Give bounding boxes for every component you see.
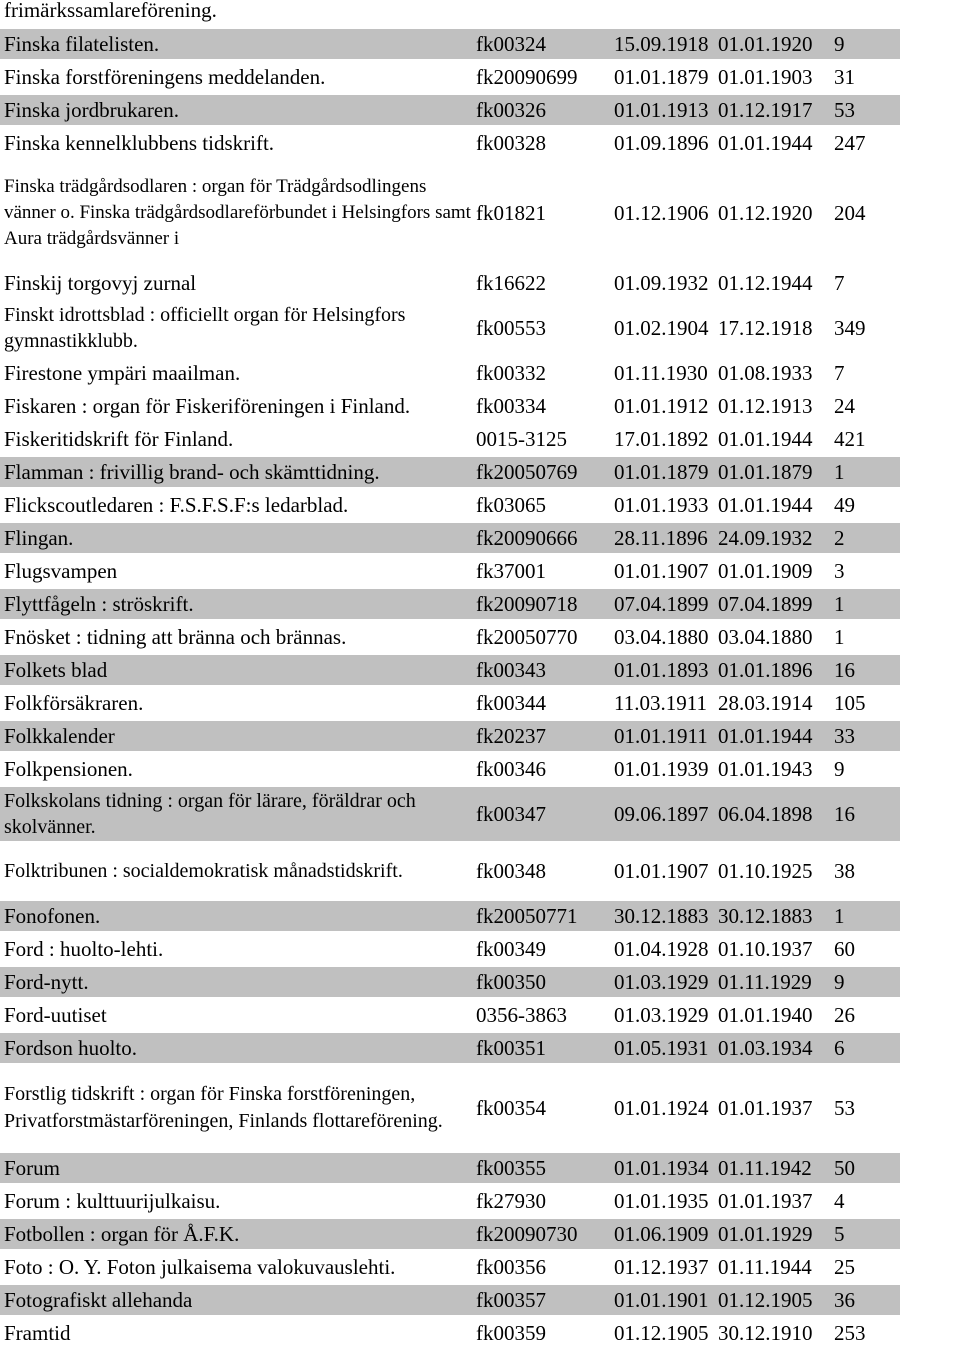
start-date: 07.04.1899: [610, 589, 714, 619]
catalog-code: fk20090699: [476, 65, 578, 89]
table-row: [0, 1066, 900, 1150]
periodical-title: Finskij torgovyj zurnal: [4, 271, 197, 295]
issue-count: 9: [834, 757, 845, 781]
issue-count: 9: [830, 967, 900, 997]
issue-count: 26: [834, 1003, 855, 1027]
table-row: [0, 901, 900, 931]
table-row: [0, 29, 900, 59]
catalog-code: fk20090718: [472, 589, 610, 619]
issue-count: 3: [834, 559, 845, 583]
issue-count: 53: [834, 1095, 855, 1120]
start-date: 01.06.1909: [610, 1219, 714, 1249]
catalog-code: fk03065: [476, 493, 546, 517]
end-date: 01.11.1929: [714, 967, 830, 997]
start-date: 01.01.1924: [614, 1095, 709, 1120]
periodical-title: Fiskeritidskrift för Finland.: [4, 427, 234, 451]
end-date: 01.10.1937: [718, 937, 813, 961]
catalog-code: fk01821: [476, 200, 546, 225]
table-row: [0, 424, 900, 454]
start-date: 01.05.1931: [610, 1033, 714, 1063]
issue-count: 6: [830, 1033, 900, 1063]
periodicals-table-body: [0, 29, 900, 1348]
table-row: [0, 1153, 900, 1183]
periodical-title: Flingan.: [0, 523, 472, 553]
start-date: 01.12.1906: [614, 200, 709, 225]
end-date: 30.12.1910: [718, 1321, 813, 1345]
start-date: 01.01.1935: [614, 1189, 709, 1213]
end-date: 01.01.1920: [714, 29, 830, 59]
end-date: 06.04.1898: [714, 787, 830, 841]
periodical-title: Ford-nytt.: [0, 967, 472, 997]
catalog-code: 0356-3863: [476, 1003, 567, 1027]
catalog-code: fk16622: [476, 271, 546, 295]
table-row: [0, 161, 900, 265]
catalog-code: fk00359: [476, 1321, 546, 1345]
table-row: [0, 787, 900, 841]
end-date: 03.04.1880: [718, 625, 813, 649]
periodical-title: Finska jordbrukaren.: [0, 95, 472, 125]
catalog-code: fk00348: [476, 858, 546, 883]
periodical-title: Flugsvampen: [4, 559, 118, 583]
start-date: 30.12.1883: [610, 901, 714, 931]
continued-title-fragment: frimärkssamlareförening.: [4, 0, 217, 22]
catalog-code: fk20050770: [476, 625, 578, 649]
table-row: [0, 622, 900, 652]
start-date: 01.04.1928: [614, 937, 709, 961]
end-date: 24.09.1932: [714, 523, 830, 553]
table-row: [0, 457, 900, 487]
start-date: 01.03.1929: [610, 967, 714, 997]
periodical-title: Finska kennelklubbens tidskrift.: [4, 131, 275, 155]
periodical-title: Folktribunen : socialdemokratisk månadstidskrift.: [4, 860, 403, 882]
catalog-code: fk00351: [472, 1033, 610, 1063]
issue-count: 7: [834, 271, 845, 295]
periodical-title: Flyttfågeln : ströskrift.: [0, 589, 472, 619]
table-row: [0, 391, 900, 421]
issue-count: 2: [830, 523, 900, 553]
end-date: 01.01.1944: [718, 493, 813, 517]
start-date: 01.09.1932: [614, 271, 709, 295]
periodical-title: Folkpensionen.: [4, 757, 133, 781]
issue-count: 204: [834, 200, 866, 225]
start-date: 01.03.1929: [614, 1003, 709, 1027]
issue-count: 247: [834, 131, 866, 155]
start-date: 01.01.1879: [614, 65, 709, 89]
table-row: [0, 1318, 900, 1348]
start-date: 01.02.1904: [614, 315, 709, 340]
start-date: 01.01.1913: [610, 95, 714, 125]
issue-count: 16: [830, 655, 900, 685]
catalog-code: fk00343: [472, 655, 610, 685]
start-date: 01.01.1939: [614, 757, 709, 781]
table-row: [0, 62, 900, 92]
periodical-title: Forstlig tidskrift : organ för Finska forstföreningen, Privatforstmästarföreningen, Finlands flottareförening.: [4, 1083, 443, 1132]
start-date: 01.01.1907: [614, 559, 709, 583]
periodical-title: Forum : kulttuurijulkaisu.: [4, 1189, 221, 1213]
end-date: 01.12.1905: [714, 1285, 830, 1315]
table-row: [0, 1000, 900, 1030]
catalog-code: fk00328: [476, 131, 546, 155]
end-date: 07.04.1899: [714, 589, 830, 619]
issue-count: 60: [834, 937, 855, 961]
issue-count: 36: [830, 1285, 900, 1315]
start-date: 01.01.1933: [614, 493, 709, 517]
catalog-code: fk20050771: [472, 901, 610, 931]
start-date: 11.03.1911: [614, 691, 707, 715]
table-row: [0, 301, 900, 355]
catalog-code: fk00344: [476, 691, 546, 715]
start-date: 09.06.1897: [610, 787, 714, 841]
periodical-title: Forum: [0, 1153, 472, 1183]
issue-count: 1: [830, 457, 900, 487]
issue-count: 421: [834, 427, 866, 451]
end-date: 28.03.1914: [718, 691, 813, 715]
catalog-code: fk20050769: [472, 457, 610, 487]
catalog-code: fk00355: [472, 1153, 610, 1183]
periodical-title: Finska forstföreningens meddelanden.: [4, 65, 326, 89]
issue-count: 5: [830, 1219, 900, 1249]
issue-count: 16: [830, 787, 900, 841]
table-row: [0, 1186, 900, 1216]
periodical-title: Fonofonen.: [0, 901, 472, 931]
periodical-title: Fordson huolto.: [0, 1033, 472, 1063]
end-date: 17.12.1918: [718, 315, 813, 340]
end-date: 01.12.1944: [718, 271, 813, 295]
catalog-code: fk00332: [476, 361, 546, 385]
table-row: [0, 95, 900, 125]
catalog-code: fk00354: [476, 1095, 546, 1120]
periodical-title: Fnösket : tidning att bränna och brännas.: [4, 625, 347, 649]
end-date: 30.12.1883: [714, 901, 830, 931]
catalog-code: fk20237: [472, 721, 610, 751]
table-row: [0, 1252, 900, 1282]
issue-count: 253: [834, 1321, 866, 1345]
issue-count: 349: [834, 315, 866, 340]
table-row: [0, 358, 900, 388]
issue-count: 38: [834, 858, 855, 883]
catalog-code: fk00350: [472, 967, 610, 997]
end-date: 01.01.1944: [718, 427, 813, 451]
table-row: [0, 556, 900, 586]
table-row: [0, 1033, 900, 1063]
end-date: 01.12.1917: [714, 95, 830, 125]
start-date: 01.01.1893: [610, 655, 714, 685]
issue-count: 31: [834, 65, 855, 89]
start-date: 28.11.1896: [610, 523, 714, 553]
end-date: 01.01.1909: [718, 559, 813, 583]
catalog-code: fk00334: [476, 394, 546, 418]
end-date: 01.12.1920: [718, 200, 813, 225]
table-row: [0, 589, 900, 619]
periodical-title: Folkskolans tidning : organ för lärare, föräldrar och skolvänner.: [0, 787, 472, 841]
periodical-title: Framtid: [4, 1321, 71, 1345]
end-date: 01.01.1937: [718, 1189, 813, 1213]
start-date: 01.12.1937: [614, 1255, 709, 1279]
start-date: 01.01.1912: [614, 394, 709, 418]
catalog-code: fk00324: [472, 29, 610, 59]
periodicals-table: [0, 26, 900, 1351]
table-row: [0, 1219, 900, 1249]
issue-count: 50: [830, 1153, 900, 1183]
end-date: 01.01.1929: [714, 1219, 830, 1249]
end-date: 01.01.1903: [718, 65, 813, 89]
issue-count: 33: [830, 721, 900, 751]
periodical-title: Ford : huolto-lehti.: [4, 937, 164, 961]
end-date: 01.01.1943: [718, 757, 813, 781]
issue-count: 49: [834, 493, 855, 517]
catalog-code: fk00349: [476, 937, 546, 961]
issue-count: 7: [834, 361, 845, 385]
periodical-title: Finskt idrottsblad : officiellt organ för Helsingfors gymnastikklubb.: [4, 304, 406, 352]
start-date: 01.12.1905: [614, 1321, 709, 1345]
catalog-code: fk00357: [472, 1285, 610, 1315]
end-date: 01.01.1944: [718, 131, 813, 155]
periodical-title: Folkets blad: [0, 655, 472, 685]
table-row: [0, 490, 900, 520]
periodical-title: Firestone ympäri maailman.: [4, 361, 241, 385]
start-date: 01.01.1934: [610, 1153, 714, 1183]
table-row: [0, 523, 900, 553]
table-row: [0, 754, 900, 784]
start-date: 01.09.1896: [614, 131, 709, 155]
table-row: [0, 655, 900, 685]
periodical-title: Folkförsäkraren.: [4, 691, 144, 715]
start-date: 01.01.1879: [610, 457, 714, 487]
table-row: [0, 688, 900, 718]
periodical-title: Fiskaren : organ för Fiskeriföreningen i Finland.: [4, 394, 411, 418]
table-row: [0, 721, 900, 751]
catalog-code: fk00346: [476, 757, 546, 781]
end-date: 01.01.1896: [714, 655, 830, 685]
catalog-code: fk00326: [472, 95, 610, 125]
issue-count: 9: [830, 29, 900, 59]
catalog-code: 0015-3125: [476, 427, 567, 451]
end-date: 01.08.1933: [718, 361, 813, 385]
table-row: [0, 1285, 900, 1315]
periodical-title: Ford-uutiset: [4, 1003, 107, 1027]
end-date: 01.01.1937: [718, 1095, 813, 1120]
periodical-title: Foto : O. Y. Foton julkaisema valokuvauslehti.: [4, 1255, 396, 1279]
end-date: 01.01.1940: [718, 1003, 813, 1027]
table-row: [0, 967, 900, 997]
issue-count: 24: [834, 394, 855, 418]
catalog-code: fk37001: [476, 559, 546, 583]
end-date: 01.11.1942: [714, 1153, 830, 1183]
issue-count: 4: [834, 1189, 845, 1213]
catalog-code: fk00347: [472, 787, 610, 841]
start-date: 01.11.1930: [614, 361, 708, 385]
issue-count: 1: [830, 589, 900, 619]
start-date: 17.01.1892: [614, 427, 709, 451]
start-date: 01.01.1901: [610, 1285, 714, 1315]
catalog-code: fk20090730: [472, 1219, 610, 1249]
issue-count: 1: [830, 901, 900, 931]
start-date: 01.01.1911: [610, 721, 714, 751]
table-row: [0, 268, 900, 298]
end-date: 01.03.1934: [714, 1033, 830, 1063]
end-date: 01.01.1879: [714, 457, 830, 487]
table-row: [0, 128, 900, 158]
catalog-code: fk27930: [476, 1189, 546, 1213]
table-row: [0, 934, 900, 964]
end-date: 01.01.1944: [714, 721, 830, 751]
start-date: 15.09.1918: [610, 29, 714, 59]
end-date: 01.10.1925: [718, 858, 813, 883]
issue-count: 25: [834, 1255, 855, 1279]
issue-count: 105: [834, 691, 866, 715]
periodical-title: Fotografiskt allehanda: [0, 1285, 472, 1315]
catalog-code: fk00553: [476, 315, 546, 340]
table-row: [0, 844, 900, 898]
periodical-title: Flamman : frivillig brand- och skämttidning.: [0, 457, 472, 487]
start-date: 01.01.1907: [614, 858, 709, 883]
end-date: 01.12.1913: [718, 394, 813, 418]
periodical-title: Folkkalender: [0, 721, 472, 751]
catalog-code: fk20090666: [472, 523, 610, 553]
periodical-title: Flickscoutledaren : F.S.F.S.F:s ledarblad.: [4, 493, 349, 517]
periodical-title: Fotbollen : organ för Å.F.K.: [0, 1219, 472, 1249]
periodical-title: Finska filatelisten.: [0, 29, 472, 59]
end-date: 01.11.1944: [718, 1255, 812, 1279]
issue-count: 53: [830, 95, 900, 125]
catalog-code: fk00356: [476, 1255, 546, 1279]
periodical-title: Finska trädgårdsodlaren : organ för Trädgårdsodlingens vänner o. Finska trädgårdsodlareförbundet i Helsingfors samt Aura trädgårdsvänner i: [4, 176, 471, 249]
start-date: 03.04.1880: [614, 625, 709, 649]
issue-count: 1: [834, 625, 845, 649]
